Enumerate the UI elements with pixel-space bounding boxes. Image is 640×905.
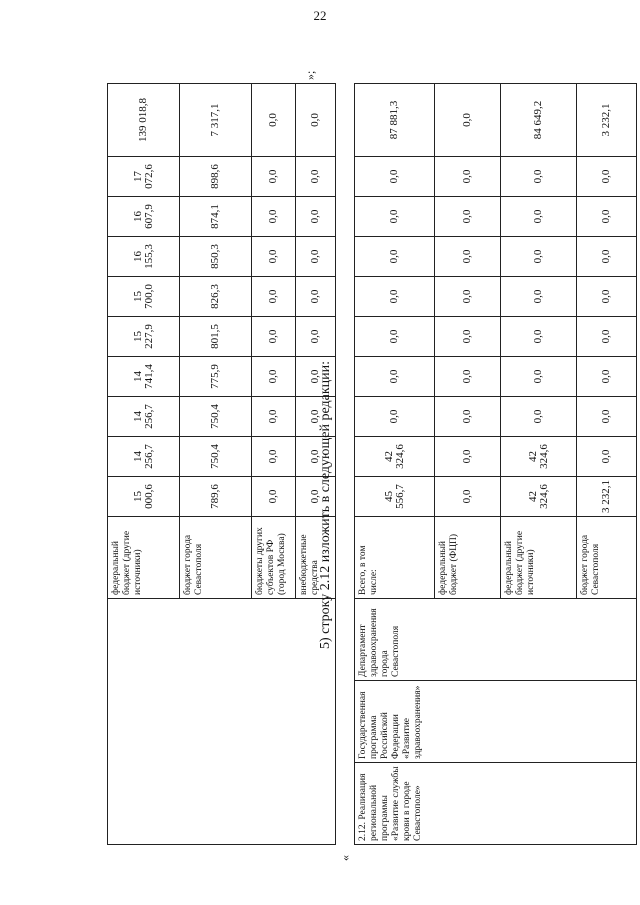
value-cell: 898,6 [180,157,252,197]
value-cell: 0,0 [435,317,501,357]
value-cell: 0,0 [296,437,336,477]
value-cell: 750,4 [180,397,252,437]
source-label: федеральный бюджет (другие источники) [108,517,180,599]
value-cell: 42 324,6 [355,437,435,477]
source-label: бюджет города Севастополя [180,517,252,599]
value-cell: 789,6 [180,477,252,517]
value-cell: 14 256,7 [108,437,180,477]
value-cell: 15 700,0 [108,277,180,317]
value-cell: 0,0 [355,157,435,197]
value-cell: 42 324,6 [501,477,577,517]
value-cell: 0,0 [501,197,577,237]
value-cell: 15 227,9 [108,317,180,357]
value-cell: 0,0 [577,237,637,277]
source-label: федеральный бюджет (другие источники) [501,517,577,599]
value-cell: 874,1 [180,197,252,237]
value-cell: 0,0 [577,157,637,197]
value-cell: 0,0 [577,277,637,317]
value-cell: 0,0 [252,397,296,437]
executor-name: Департамент здравоохранения города Севастополя [355,599,637,681]
value-cell: 0,0 [577,437,637,477]
source-label: бюджет города Севастополя [577,517,637,599]
value-cell: 0,0 [252,317,296,357]
value-cell: 0,0 [355,357,435,397]
value-cell: 0,0 [296,317,336,357]
value-cell: 87 881,3 [355,84,435,157]
value-cell: 0,0 [252,477,296,517]
value-cell: 0,0 [435,437,501,477]
value-cell: 0,0 [435,357,501,397]
source-label: федеральный бюджет (ФЦП) [435,517,501,599]
value-cell: 0,0 [435,197,501,237]
value-cell: 0,0 [577,397,637,437]
value-cell: 0,0 [296,237,336,277]
value-cell: 0,0 [252,357,296,397]
value-cell: 0,0 [435,397,501,437]
value-cell: 0,0 [355,397,435,437]
value-cell: 0,0 [577,357,637,397]
value-cell: 0,0 [296,357,336,397]
value-cell: 139 018,8 [108,84,180,157]
value-cell: 0,0 [296,277,336,317]
value-cell: 0,0 [435,84,501,157]
value-cell: 0,0 [435,157,501,197]
page-number: 22 [313,8,327,23]
value-cell: 0,0 [252,437,296,477]
value-cell: 826,3 [180,277,252,317]
value-cell: 14 256,7 [108,397,180,437]
row-2-12-table [354,83,637,845]
value-cell: 0,0 [501,157,577,197]
closing-quote-mark: »; [303,70,317,80]
value-cell: 0,0 [296,157,336,197]
value-cell: 0,0 [577,317,637,357]
value-cell: 0,0 [296,84,336,157]
value-cell: 0,0 [252,237,296,277]
value-cell: 14 741,4 [108,357,180,397]
value-cell: 0,0 [252,84,296,157]
value-cell: 15 000,6 [108,477,180,517]
value-cell: 750,4 [180,437,252,477]
value-cell: 0,0 [252,277,296,317]
value-cell: 0,0 [355,317,435,357]
value-cell: 0,0 [501,317,577,357]
measure-name: 2.12. Реализация региональной программы «Развитие службы крови в городе Севастополе» [355,763,637,845]
upper-table [107,83,336,845]
value-cell: 16 155,3 [108,237,180,277]
value-cell: 3 232,1 [577,84,637,157]
value-cell: 0,0 [435,477,501,517]
value-cell: 0,0 [501,237,577,277]
value-cell: 850,3 [180,237,252,277]
value-cell: 17 072,6 [108,157,180,197]
value-cell: 3 232,1 [577,477,637,517]
program-name: Государственная программа Российской Федерации «Развитие здравоохранения» [355,681,637,763]
value-cell: 16 607,9 [108,197,180,237]
value-cell: 0,0 [296,197,336,237]
value-cell: 0,0 [435,237,501,277]
value-cell: 45 556,7 [355,477,435,517]
value-cell: 0,0 [296,397,336,437]
value-cell: 0,0 [501,397,577,437]
empty-left-cell [108,599,336,845]
upper-table-row [108,84,180,845]
source-label: внебюджетные средства [296,517,336,599]
value-cell: 0,0 [355,277,435,317]
value-cell: 0,0 [296,477,336,517]
section-heading: 5) строку 2.12 изложить в следующей редакции: [318,360,333,649]
value-cell: 775,9 [180,357,252,397]
value-cell: 0,0 [355,237,435,277]
value-cell: 0,0 [577,197,637,237]
value-cell: 0,0 [435,277,501,317]
value-cell: 0,0 [355,197,435,237]
value-cell: 0,0 [501,277,577,317]
value-cell: 0,0 [252,157,296,197]
source-label: бюджеты других субъектов РФ (город Москва) [252,517,296,599]
value-cell: 42 324,6 [501,437,577,477]
opening-quote-mark: « [338,855,352,861]
value-cell: 7 317,1 [180,84,252,157]
value-cell: 0,0 [501,357,577,397]
source-label: Всего, в том числе: [355,517,435,599]
row-2-12-line [355,84,435,845]
value-cell: 84 649,2 [501,84,577,157]
value-cell: 801,5 [180,317,252,357]
value-cell: 0,0 [252,197,296,237]
